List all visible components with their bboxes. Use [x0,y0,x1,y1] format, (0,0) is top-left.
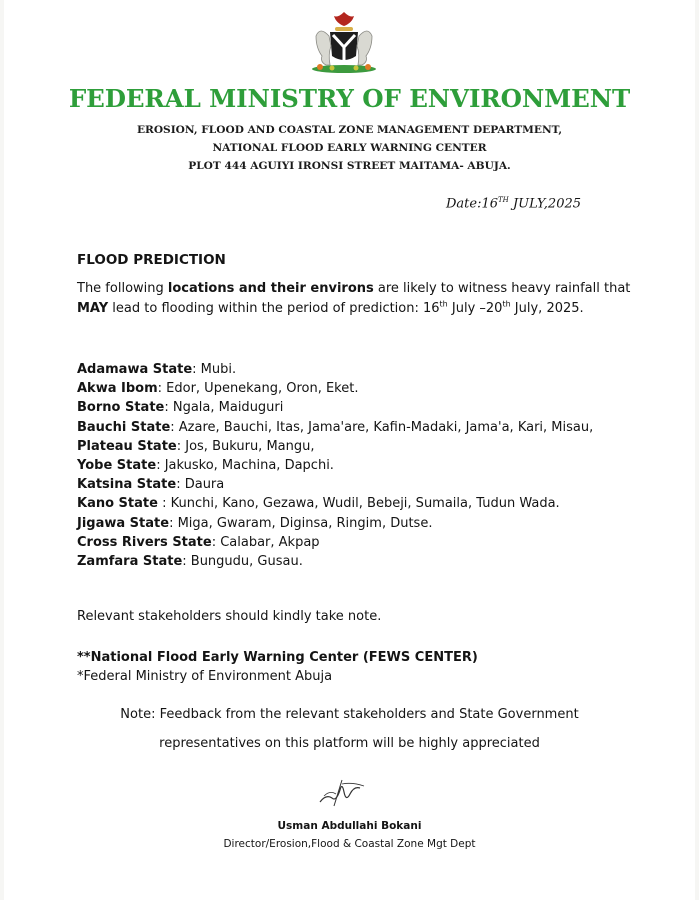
section-heading: FLOOD PREDICTION [77,252,226,268]
state-list [77,360,637,571]
document-date: Date:16TH JULY,2025 [446,196,582,212]
state-places: : Ngala, Maiduguri [164,400,284,416]
signatory-name: Usman Abdullahi Bokani [277,820,422,832]
coat-of-arms-emblem [304,8,384,74]
fews-center-line: **National Flood Early Warning Center (FEWS CENTER) [77,650,478,665]
state-row [77,398,637,417]
state-name: Borno State [77,400,165,416]
state-name: Akwa Ibom [77,381,158,397]
state-row [77,360,637,379]
department-line: EROSION, FLOOD AND COASTAL ZONE MANAGEMENT DEPARTMENT, [136,124,563,136]
intro-paragraph: The following locations and their environs are likely to witness heavy rainfall that MAY lead to flooding within the period of prediction: 16th July –20th July, 2025. [77,281,631,316]
state-row [77,494,637,513]
signatory-title: Director/Erosion,Flood & Coastal Zone Mgt Dept [223,838,476,850]
state-name: Adamawa State [77,362,193,377]
state-row [77,456,637,475]
signature-mark [312,772,368,812]
state-places: : Miga, Gwaram, Diginsa, Ringim, Dutse. [169,515,433,531]
state-row [77,533,637,552]
state-name: Katsina State [77,477,177,493]
state-places: : Calabar, Akpap [211,534,320,550]
state-row [77,379,637,398]
state-name: Jigawa State [77,515,170,531]
state-places: : Azare, Bauchi, Itas, Jama'are, Kafin-Madaki, Jama'a, Kari, Misau, [170,419,594,435]
state-name: Yobe State [77,458,157,474]
feedback-note-line-2: representatives on this platform will be highly appreciated [159,736,540,751]
state-name: Cross Rivers State [77,534,212,550]
state-places: : Daura [176,477,225,493]
state-row [77,437,637,456]
state-row [77,552,637,571]
state-row [77,514,637,533]
state-places: : Jakusko, Machina, Dapchi. [156,458,334,474]
state-row [77,418,637,437]
stakeholders-note: Relevant stakeholders should kindly take note. [77,609,382,624]
state-places: : Edor, Upenekang, Oron, Eket. [157,381,359,397]
state-name: Kano State [77,496,158,512]
state-row [77,475,637,494]
state-places: : Bungudu, Gusau. [182,554,303,570]
state-places: : Kunchi, Kano, Gezawa, Wudil, Bebeji, Sumaila, Tudun Wada. [157,496,560,512]
state-name: Zamfara State [77,554,183,570]
center-line: NATIONAL FLOOD EARLY WARNING CENTER [212,142,487,154]
state-places: : Jos, Bukuru, Mangu, [176,438,315,454]
feedback-note-line-1: Note: Feedback from the relevant stakeholders and State Government [120,707,579,722]
state-name: Plateau State [77,438,177,454]
state-places: : Mubi. [192,362,237,377]
ministry-footer-line: *Federal Ministry of Environment Abuja [77,669,333,684]
address-line: PLOT 444 AGUIYI IRONSI STREET MAITAMA- ABUJA. [188,160,511,172]
state-name: Bauchi State [77,419,171,435]
ministry-title: FEDERAL MINISTRY OF ENVIRONMENT [68,84,631,113]
